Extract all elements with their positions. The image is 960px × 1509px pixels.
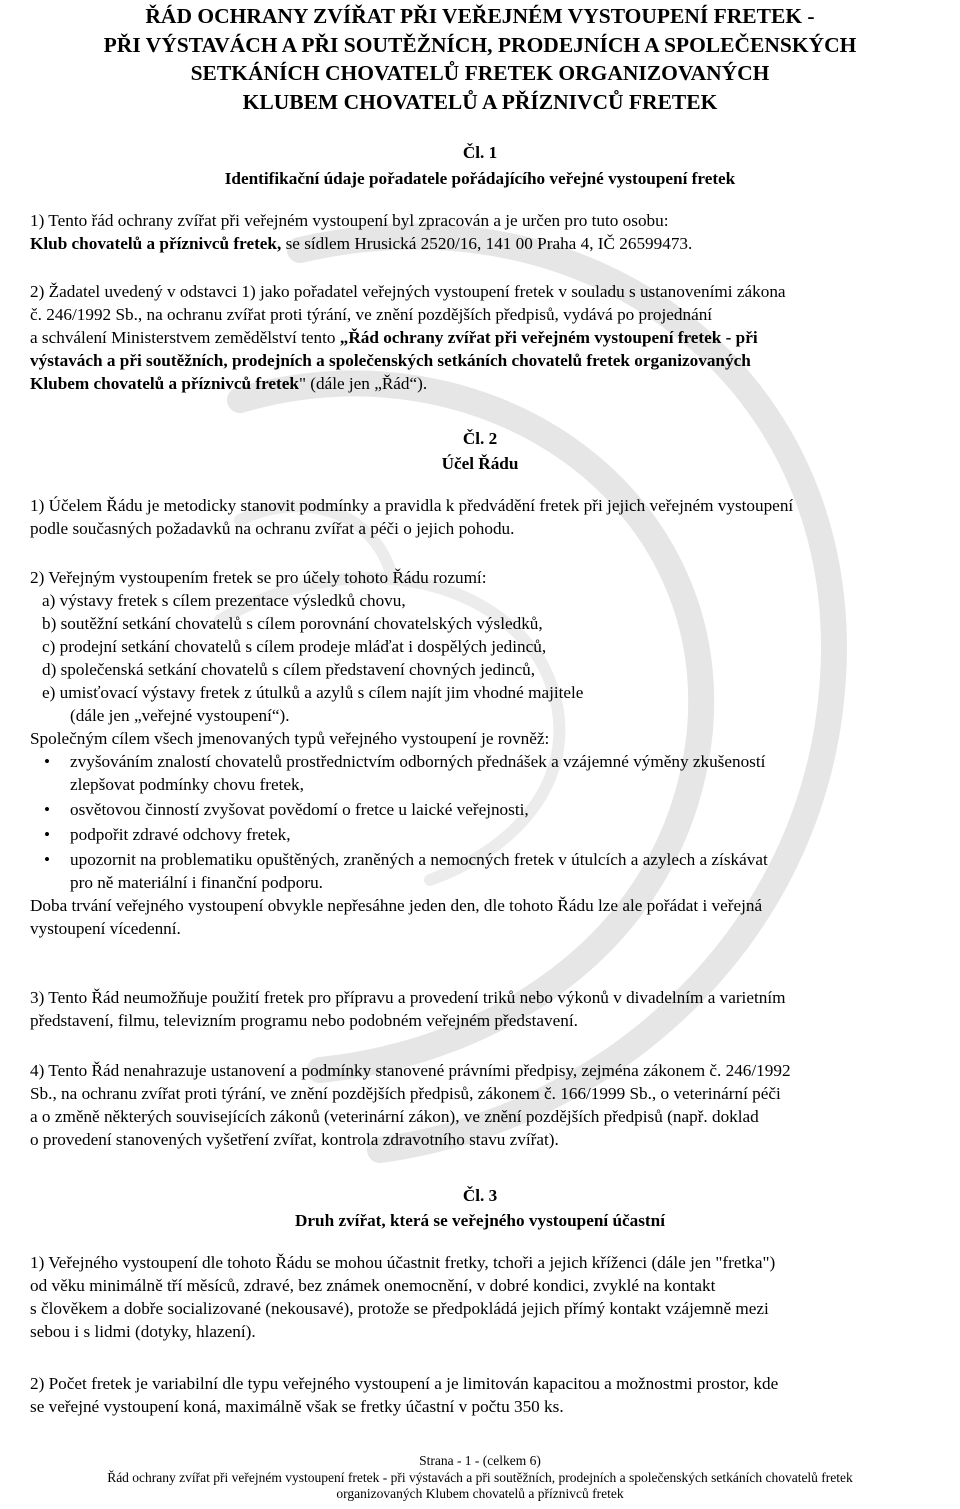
page-number: Strana - 1 - (celkem 6) <box>419 1453 541 1468</box>
article-2-paragraph-4 <box>30 1060 960 1152</box>
list-item: c) prodejní setkání chovatelů s cílem prodeje mláďat i dospělých jedinců, <box>42 637 547 656</box>
bullet-text: osvětovou činností zvyšovat povědomí o fretce u laické veřejnosti, <box>70 800 529 819</box>
text-line: č. 246/1992 Sb., na ochranu zvířat proti týrání, ve znění pozdějších předpisů, vydává po projednání <box>30 305 713 324</box>
text-line: 1) Veřejného vystoupení dle tohoto Řádu se mohou účastnit fretky, tchoři a jejich kříženci (dále jen "fretka") <box>30 1253 776 1272</box>
text-line: o provedení stanovených vyšetření zvířat, kontrola zdravotního stavu zvířat). <box>30 1130 559 1149</box>
text-line: 2) Počet fretek je variabilní dle typu veřejného vystoupení a je limitován kapacitou a možnostmi prostor, kde <box>30 1374 779 1393</box>
list-item: d) společenská setkání chovatelů s cílem představení chovných jedinců, <box>42 660 536 679</box>
title-line-2: PŘI VÝSTAVÁCH A PŘI SOUTĚŽNÍCH, PRODEJNÍCH A SPOLEČENSKÝCH <box>103 32 857 57</box>
text-line: Společným cílem všech jmenovaných typů veřejného vystoupení je rovněž: <box>30 729 550 748</box>
article-1-number: Čl. 1 <box>462 143 498 162</box>
bullet-item <box>30 849 960 872</box>
order-name-end: Klubem chovatelů a příznivců fretek <box>30 374 299 393</box>
text-line: 1) Tento řád ochrany zvířat při veřejném vystoupení byl zpracován a je určen pro tuto osobu: <box>30 211 669 230</box>
text-line: představení, filmu, televizním programu nebo podobném veřejném představení. <box>30 1011 578 1030</box>
list-item: e) umisťovací výstavy fretek z útulků a azylů s cílem najít jim vhodné majitele <box>42 683 584 702</box>
approval-text: a schválení Ministerstvem zemědělství tento <box>30 328 340 347</box>
article-2-heading: Účel Řádu <box>441 454 519 473</box>
list-item: a) výstavy fretek s cílem prezentace výsledků chovu, <box>42 591 406 610</box>
text-line: podle současných požadavků na ochranu zvířat a péči o jejich pohodu. <box>30 519 515 538</box>
article-3-number: Čl. 3 <box>462 1186 498 1205</box>
text-line: 4) Tento Řád nenahrazuje ustanovení a podmínky stanovené právními předpisy, zejména zákonem č. 246/1992 <box>30 1061 791 1080</box>
list-item-continuation: (dále jen „veřejné vystoupení“). <box>70 706 290 725</box>
text-line <box>30 350 960 373</box>
article-1-paragraph-2 <box>30 281 960 396</box>
bullet-item <box>30 799 960 822</box>
bullet-icon: • <box>44 800 51 819</box>
list-item: b) soutěžní setkání chovatelů s cílem porovnání chovatelských výsledků, <box>42 614 543 633</box>
title-line-1: ŘÁD OCHRANY ZVÍŘAT PŘI VEŘEJNÉM VYSTOUPENÍ FRETEK - <box>145 4 815 28</box>
bullet-icon: • <box>44 825 51 844</box>
bullet-item <box>30 824 960 847</box>
article-2-paragraph-1 <box>30 495 960 541</box>
text-line: vystoupení vícedenní. <box>30 919 181 938</box>
text-line: s člověkem a dobře socializované (nekousavé), protože se předpokládá jejich přímý kontakt vzájemně mezi <box>30 1299 769 1318</box>
order-short-name: " (dále jen „Řád“). <box>298 374 428 393</box>
text-line: Sb., na ochranu zvířat proti týrání, ve znění pozdějších předpisů, zákonem č. 166/1999 Sb., o veterinární péči <box>30 1084 781 1103</box>
text-line: a o změně některých souvisejících zákonů (veterinární zákon), ve znění pozdějších předpisů (např. doklad <box>30 1107 759 1126</box>
bullet-text: upozornit na problematiku opuštěných, zraněných a nemocných fretek v útulcích a azylech a získávat <box>70 850 768 869</box>
bullet-item <box>30 751 960 774</box>
article-2-paragraph-2 <box>30 567 960 941</box>
article-1-paragraph-1 <box>30 210 960 256</box>
article-1-heading: Identifikační údaje pořadatele pořádajícího veřejné vystoupení fretek <box>224 169 736 188</box>
text-line: sebou i s lidmi (dotyky, hlazení). <box>30 1322 256 1341</box>
text-line: 3) Tento Řád neumožňuje použití fretek pro přípravu a provedení triků nebo výkonů v divadelním a varietním <box>30 988 786 1007</box>
bullet-text: zvyšováním znalostí chovatelů prostřednictvím odborných přednášek a vzájemné výměny zkušeností <box>70 752 766 771</box>
text-line <box>30 373 960 396</box>
bullet-item-continuation: pro ně materiální i finanční podporu. <box>70 873 323 892</box>
article-3-paragraph-2 <box>30 1373 960 1419</box>
bullet-text: podpořit zdravé odchovy fretek, <box>70 825 291 844</box>
article-2-number: Čl. 2 <box>462 429 498 448</box>
order-name-start: „Řád ochrany zvířat při veřejném vystoupení fretek - při <box>339 328 758 347</box>
club-name: Klub chovatelů a příznivců fretek, <box>30 234 282 253</box>
text-line: 2) Veřejným vystoupením fretek se pro účely tohoto Řádu rozumí: <box>30 568 487 587</box>
page-footer <box>0 1453 960 1503</box>
text-line <box>30 233 960 256</box>
club-address: se sídlem Hrusická 2520/16, 141 00 Praha 4, IČ 26599473. <box>281 234 693 253</box>
text-line: Doba trvání veřejného vystoupení obvykle nepřesáhne jeden den, dle tohoto Řádu lze ale pořádat i veřejná <box>30 896 763 915</box>
document-title <box>0 2 960 116</box>
text-line: se veřejné vystoupení koná, maximálně však se fretky účastní v počtu 350 ks. <box>30 1397 564 1416</box>
title-line-3: SETKÁNÍCH CHOVATELŮ FRETEK ORGANIZOVANÝCH <box>190 61 770 85</box>
bullet-icon: • <box>44 850 51 869</box>
footer-line-2: organizovaných Klubem chovatelů a příznivců fretek <box>336 1486 624 1501</box>
text-line <box>30 327 960 350</box>
text-line: 2) Žadatel uvedený v odstavci 1) jako pořadatel veřejných vystoupení fretek v souladu s ustanoveními zákona <box>30 282 786 301</box>
event-type-list <box>30 590 960 728</box>
text-line: 1) Účelem Řádu je metodicky stanovit podmínky a pravidla k předvádění fretek při jejich veřejném vystoupení <box>30 496 794 515</box>
bullet-icon: • <box>44 752 51 771</box>
title-line-4: KLUBEM CHOVATELŮ A PŘÍZNIVCŮ FRETEK <box>242 89 718 114</box>
footer-line-1: Řád ochrany zvířat při veřejném vystoupení fretek - při výstavách a při soutěžních, prodejních a společenských setkáních chovatelů fretek <box>107 1469 853 1485</box>
order-name-mid: výstavách a při soutěžních, prodejních a společenských setkáních chovatelů fretek organizovaných <box>30 351 751 370</box>
article-3-paragraph-1 <box>30 1252 960 1344</box>
article-2-paragraph-3 <box>30 987 960 1033</box>
bullet-item-continuation: zlepšovat podmínky chovu fretek, <box>70 775 304 794</box>
article-3-heading: Druh zvířat, která se veřejného vystoupení účastní <box>295 1211 665 1230</box>
text-line: od věku minimálně tří měsíců, zdravé, bez známek onemocnění, v dobré kondici, zvyklé na kontakt <box>30 1276 716 1295</box>
